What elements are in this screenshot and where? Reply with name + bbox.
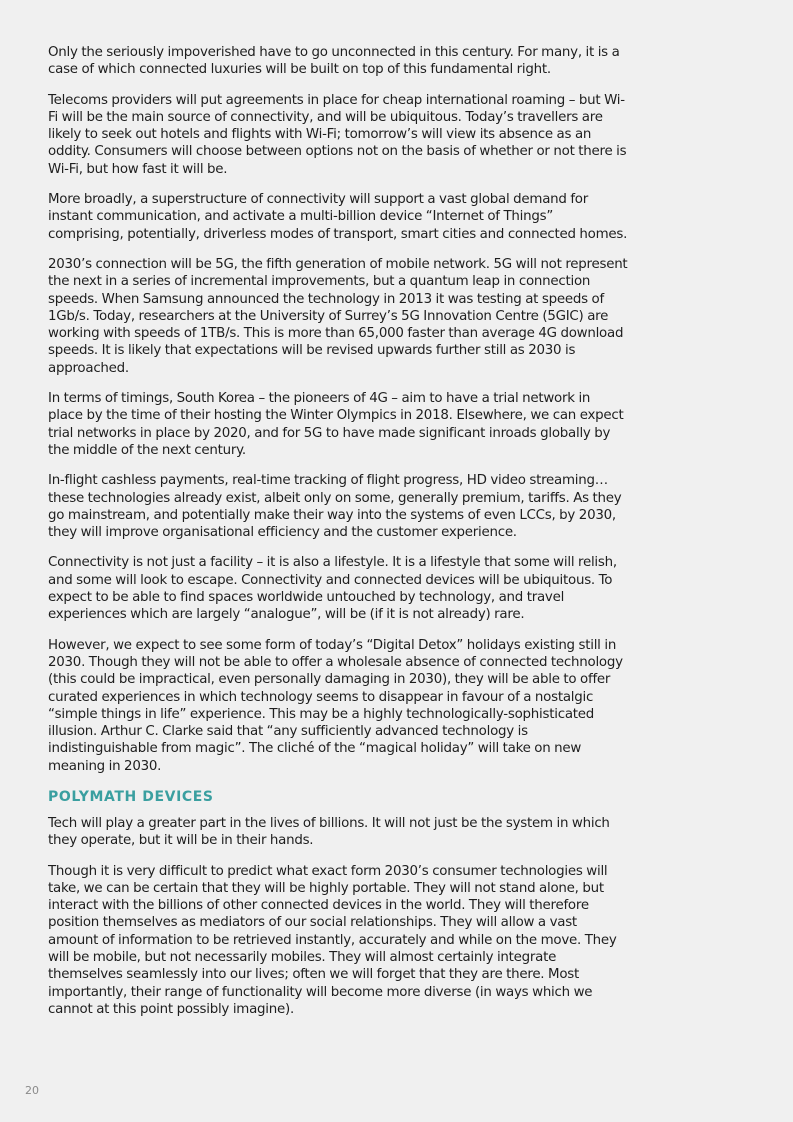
paragraph: More broadly, a superstructure of connectivity will support a vast global demand for instant communication, and activate a multi-billion device “Internet of Things” comprising, potentially, driverless modes of transport, smart cities and connected homes.	[48, 192, 628, 242]
paragraph: Only the seriously impoverished have to go unconnected in this century. For many, it is a case of which connected luxuries will be built on top of this fundamental right.	[48, 45, 620, 78]
paragraph: Telecoms providers will put agreements in place for cheap international roaming – but Wi-Fi will be the main source of connectivity, and will be ubiquitous. Today’s travellers are likely to seek out hotels and flights with Wi-Fi; tomorrow’s will view its absence as an oddity. Consumers will choose between options not on the basis of whether or not there is Wi-Fi, but how fast it will be.	[48, 92, 627, 177]
paragraph: In terms of timings, South Korea – the pioneers of 4G – aim to have a trial network in place by the time of their hosting the Winter Olympics in 2018. Elsewhere, we can expect trial networks in place by 2020, and for 5G to have made significant inroads globally by the middle of the next century.	[48, 391, 624, 458]
paragraph: Connectivity is not just a facility – it is also a lifestyle. It is a lifestyle that some will relish, and some will look to escape. Connectivity and connected devices will be ubiquitous. To expect to be able to find spaces worldwide untouched by technology, and travel experiences which are largely “analogue”, will be (if it is not already) rare.	[48, 555, 617, 623]
paragraph: However, we expect to see some form of today’s “Digital Detox” holidays existing still in 2030. Though they will not be able to offer a wholesale absence of connected technology (this could be impractical, even personally damaging in 2030), they will be able to offer curated experiences in which technology seems to disappear in favour of a nostalgic “simple things in life” experience. This may be a highly technologically-sophisticated illusion. Arthur C. Clarke said that “any sufficiently advanced technology is indistinguishable from magic”. The cliché of the “magical holiday” will take on new meaning in 2030.	[48, 637, 623, 774]
section-heading: POLYMATH DEVICES	[48, 788, 214, 805]
paragraph: Tech will play a greater part in the lives of billions. It will not just be the system in which they operate, but it will be in their hands.	[48, 815, 610, 849]
paragraph: In-flight cashless payments, real-time tracking of flight progress, HD video streaming… these technologies already exist, albeit only on some, generally premium, tariffs. As they go mainstream, and potentially make their way into the systems of even LCCs, by 2030, they will improve organisational efficiency and the customer experience.	[48, 473, 622, 541]
article-body	[48, 44, 628, 1031]
paragraph: 2030’s connection will be 5G, the fifth generation of mobile network. 5G will not represent the next in a series of incremental improvements, but a quantum leap in connection speeds. When Samsung announced the technology in 2013 it was testing at speeds of 1Gb/s. Today, researchers at the University of Surrey’s 5G Innovation Centre (5GIC) are working with speeds of 1TB/s. This is more than 65,000 faster than average 4G download speeds. It is likely that expectations will be revised upwards further still as 2030 is approached.	[48, 256, 628, 376]
paragraph: Though it is very difficult to predict what exact form 2030’s consumer technologies will take, we can be certain that they will be highly portable. They will not stand alone, but interact with the billions of other connected devices in the world. They will therefore position themselves as mediators of our social relationships. They will allow a vast amount of information to be retrieved instantly, accurately and while on the move. They will be mobile, but not necessarily mobiles. They will almost certainly integrate themselves seamlessly into our lives; often we will forget that they are there. Most importantly, their range of functionality will become more diverse (in ways which we cannot at this point possibly imagine).	[48, 863, 617, 1017]
page-number: 20	[25, 1084, 39, 1097]
